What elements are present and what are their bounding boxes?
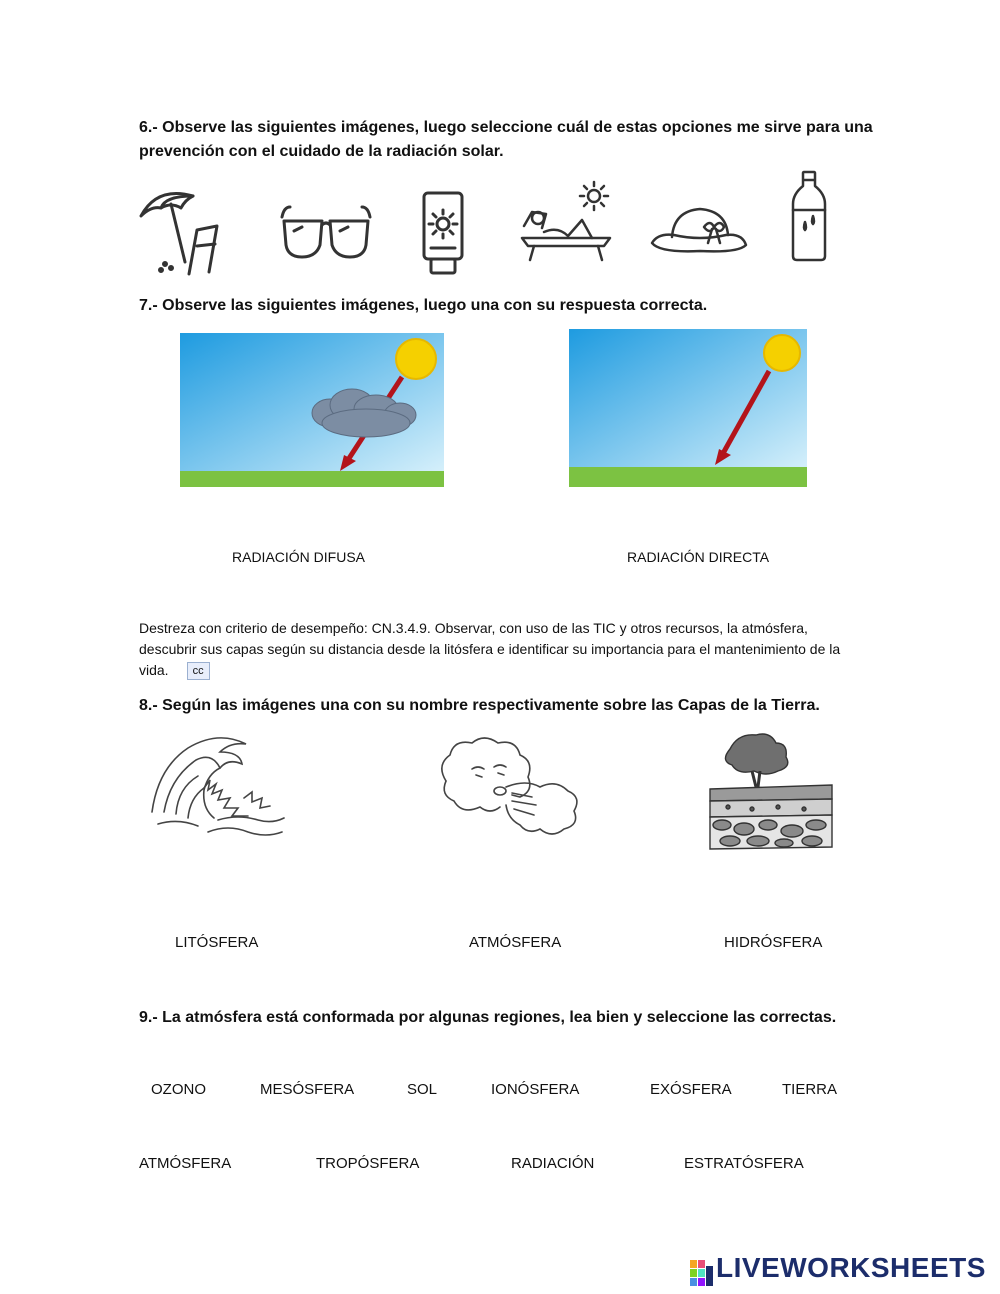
criterio-text: Destreza con criterio de desempeño: CN.3.4.9. Observar, con uso de las TIC y otros recursos, la atmósfera, descubrir sus capas según su distancia desde la litósfera e identificar su importancia para el mantenimiento de la vida. <box>139 620 841 678</box>
wave-icon[interactable] <box>148 728 288 848</box>
sunglasses-icon[interactable] <box>280 203 372 263</box>
umbrella-chair-icon[interactable] <box>137 186 225 278</box>
diffuse-radiation-image[interactable] <box>180 333 444 487</box>
option-radiacion[interactable]: RADIACIÓN <box>511 1155 595 1172</box>
sunscreen-icon[interactable] <box>421 190 465 276</box>
criterio-desempeno <box>139 618 869 681</box>
water-bottle-icon[interactable] <box>789 170 829 262</box>
option-tierra[interactable]: TIERRA <box>782 1081 838 1098</box>
hat-icon[interactable] <box>648 205 750 257</box>
sunbathing-icon[interactable] <box>518 180 618 262</box>
question-8-text: 8.- Según las imágenes una con su nombre respectivamente sobre las Capas de la Tierra. <box>139 697 820 714</box>
liveworksheets-logo-text: LIVEWORKSHEETS <box>716 1252 986 1283</box>
wind-cloud-icon[interactable] <box>436 735 582 841</box>
soil-tree-icon[interactable] <box>708 731 834 851</box>
option-ionosfera[interactable]: IONÓSFERA <box>491 1081 580 1098</box>
question-7-text: 7.- Observe las siguientes imágenes, luego una con su respuesta correcta. <box>139 297 708 314</box>
option-troposfera[interactable]: TROPÓSFERA <box>316 1155 420 1172</box>
label-litosfera[interactable]: LITÓSFERA <box>175 934 259 951</box>
label-atmosfera[interactable]: ATMÓSFERA <box>469 934 562 951</box>
liveworksheets-logo <box>690 1252 986 1286</box>
label-hidrosfera[interactable]: HIDRÓSFERA <box>724 934 823 951</box>
direct-radiation-image[interactable] <box>569 329 807 487</box>
question-9-text: 9.- La atmósfera está conformada por algunas regiones, lea bien y seleccione las correctas. <box>139 1009 837 1026</box>
cc-badge[interactable]: cc <box>187 662 210 680</box>
option-mesosfera[interactable]: MESÓSFERA <box>260 1081 355 1098</box>
option-exosfera[interactable]: EXÓSFERA <box>650 1081 732 1098</box>
label-radiacion-directa[interactable]: RADIACIÓN DIRECTA <box>627 549 770 565</box>
option-ozono[interactable]: OZONO <box>151 1081 206 1098</box>
label-radiacion-difusa[interactable]: RADIACIÓN DIFUSA <box>232 549 366 565</box>
option-atmosfera[interactable]: ATMÓSFERA <box>139 1155 232 1172</box>
option-estratosfera[interactable]: ESTRATÓSFERA <box>684 1155 804 1172</box>
question-6-text: 6.- Observe las siguientes imágenes, luego seleccione cuál de estas opciones me sirve para una prevención con el cuidado de la radiación solar. <box>139 119 873 160</box>
option-sol[interactable]: SOL <box>407 1081 438 1098</box>
liveworksheets-logo-icon <box>690 1260 714 1286</box>
